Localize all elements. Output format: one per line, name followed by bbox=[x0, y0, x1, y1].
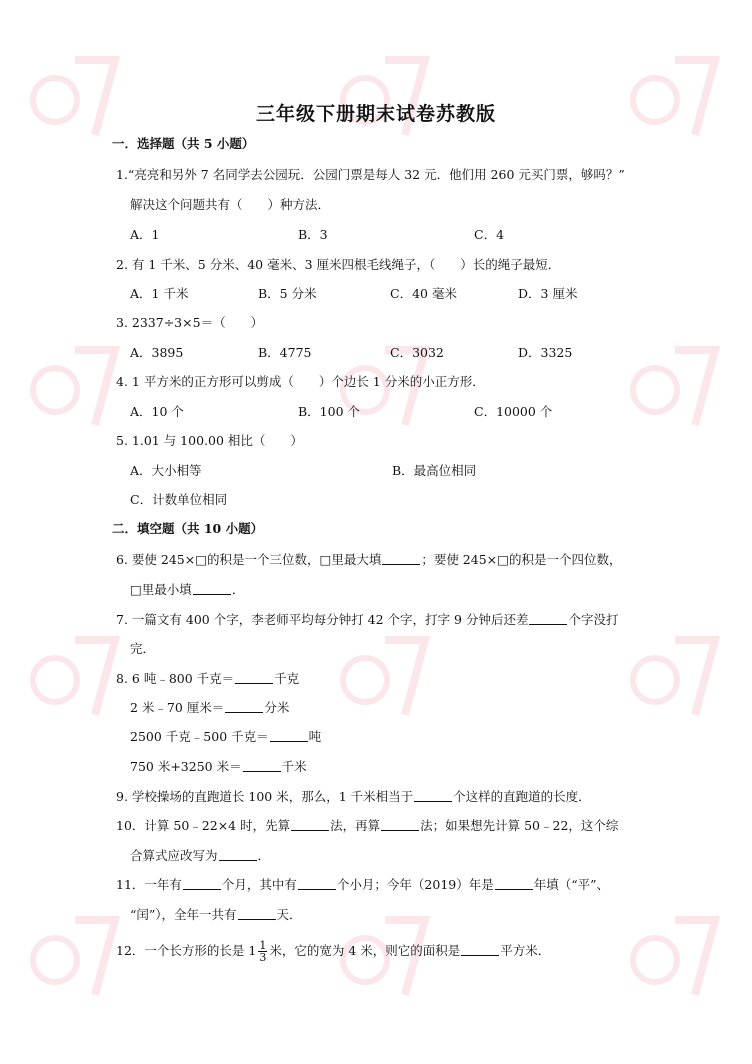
question-8-line-4 bbox=[130, 759, 307, 775]
question-11-part: 天． bbox=[276, 907, 302, 922]
question-2-option-a: A．1 千米 bbox=[130, 286, 189, 301]
question-3-option-d: D．3325 bbox=[518, 345, 573, 360]
question-9-part: 9. 学校操场的直跑道长 100 米，那么，1 千米相当于 bbox=[116, 789, 414, 804]
answer-blank[interactable] bbox=[270, 729, 308, 742]
question-9-text bbox=[116, 789, 591, 805]
question-8-part: 750 米+3250 米＝ bbox=[130, 759, 242, 774]
section-fill-heading: 二．填空题（共 10 小题） bbox=[112, 521, 264, 536]
question-11-part: 11．一年有 bbox=[116, 877, 182, 892]
question-5-option-c: C．计数单位相同 bbox=[130, 492, 228, 507]
answer-blank[interactable] bbox=[225, 700, 263, 713]
question-6-part: ． bbox=[231, 582, 245, 597]
question-7-text bbox=[116, 612, 618, 628]
question-10-text bbox=[116, 818, 618, 834]
question-4-option-a: A．10 个 bbox=[130, 404, 184, 419]
section-choice-heading: 一．选择题（共 5 小题） bbox=[112, 136, 255, 151]
answer-blank[interactable] bbox=[243, 759, 281, 772]
question-6-part: ；要使 245×□的积是一个四位数， bbox=[421, 552, 622, 567]
answer-blank[interactable] bbox=[529, 612, 567, 625]
question-1-option-a: A．1 bbox=[130, 227, 160, 242]
question-9-part: 个这样的直跑道的长度． bbox=[453, 789, 591, 804]
question-10-part: 法；如果想先计算 50﹣22，这个综 bbox=[420, 818, 619, 833]
question-12-part: 12．一个长方形的长是 1 bbox=[116, 943, 257, 958]
question-6-text bbox=[116, 552, 621, 568]
question-6-part: 6. 要使 245×□的积是一个三位数，□里最大填 bbox=[116, 552, 382, 567]
question-11-part: “闰”），全年一共有 bbox=[130, 907, 237, 922]
question-8-part: 8. 6 吨﹣800 千克＝ bbox=[116, 671, 235, 686]
question-2-text: 2. 有 1 千米、5 分米、40 毫米、3 厘米四根毛线绳子，（ ）长的绳子最短． bbox=[116, 257, 561, 272]
question-7-text-cont: 完． bbox=[130, 641, 156, 656]
question-8-part: 2 米﹣70 厘米＝ bbox=[130, 700, 225, 715]
question-6-text-cont bbox=[130, 582, 244, 598]
question-2-option-b: B．5 分米 bbox=[258, 286, 317, 301]
answer-blank[interactable] bbox=[291, 818, 329, 831]
question-11-part: 个月，其中有 bbox=[221, 877, 297, 892]
question-11-text bbox=[116, 877, 609, 893]
question-6-part: □里最小填 bbox=[130, 582, 192, 597]
mixed-fraction bbox=[258, 940, 267, 963]
question-4-text: 4. 1 平方米的正方形可以剪成（ ）个边长 1 分米的小正方形． bbox=[116, 374, 485, 389]
question-8-part: 2500 千克﹣500 千克＝ bbox=[130, 729, 269, 744]
answer-blank[interactable] bbox=[238, 907, 276, 920]
question-8-line-2 bbox=[130, 700, 289, 716]
answer-blank[interactable] bbox=[414, 789, 452, 802]
question-7-part: 个字没打 bbox=[568, 612, 619, 627]
question-10-text-cont bbox=[130, 848, 270, 864]
question-3-option-c: C．3032 bbox=[390, 345, 444, 360]
question-4-option-c: C．10000 个 bbox=[474, 404, 553, 419]
answer-blank[interactable] bbox=[381, 818, 419, 831]
question-3-option-a: A．3895 bbox=[130, 345, 184, 360]
question-3-option-b: B．4775 bbox=[258, 345, 312, 360]
answer-blank[interactable] bbox=[193, 582, 231, 595]
answer-blank[interactable] bbox=[183, 877, 221, 890]
question-1-option-b: B．3 bbox=[298, 227, 328, 242]
question-5-text: 5. 1.01 与 100.00 相比（ ） bbox=[116, 433, 303, 448]
question-10-part: 10．计算 50﹣22×4 时，先算 bbox=[116, 818, 291, 833]
question-2-option-c: C．40 毫米 bbox=[390, 286, 457, 301]
answer-blank[interactable] bbox=[219, 848, 257, 861]
question-8-part: 千米 bbox=[281, 759, 307, 774]
question-8-part: 分米 bbox=[264, 700, 290, 715]
answer-blank[interactable] bbox=[298, 877, 336, 890]
question-8-line-3 bbox=[130, 729, 321, 745]
question-5-option-a: A．大小相等 bbox=[130, 463, 202, 478]
question-12-part: 米，它的宽为 4 米，则它的面积是 bbox=[269, 943, 461, 958]
question-3-text: 3. 2337÷3×5＝（ ） bbox=[116, 315, 264, 330]
answer-blank[interactable] bbox=[235, 671, 273, 684]
question-10-part: ． bbox=[257, 848, 271, 863]
question-1-option-c: C．4 bbox=[474, 227, 505, 242]
question-1-text-cont: 解决这个问题共有（ ）种方法． bbox=[130, 197, 331, 212]
page-title: 三年级下册期末试卷苏教版 bbox=[255, 103, 496, 125]
question-11-text-cont bbox=[130, 907, 302, 923]
question-5-option-b: B．最高位相同 bbox=[392, 463, 477, 478]
question-11-part: 个小月；今年（2019）年是 bbox=[336, 877, 494, 892]
question-4-option-b: B．100 个 bbox=[298, 404, 361, 419]
answer-blank[interactable] bbox=[382, 552, 420, 565]
question-7-part: 7. 一篇文有 400 个字，李老师平均每分钟打 42 个字，打字 9 分钟后还差 bbox=[116, 612, 529, 627]
question-2-option-d: D．3 厘米 bbox=[518, 286, 578, 301]
question-8-line-1 bbox=[116, 671, 299, 687]
question-8-part: 千克 bbox=[274, 671, 300, 686]
question-11-part: 年填（“平”、 bbox=[533, 877, 610, 892]
question-12-part: 平方米． bbox=[500, 943, 551, 958]
question-1-text: 1.“亮亮和另外 7 名同学去公园玩．公园门票是每人 32 元．他们用 260 元买门票，够吗？” bbox=[116, 167, 625, 182]
fraction-numerator: 1 bbox=[259, 939, 267, 952]
answer-blank[interactable] bbox=[495, 877, 533, 890]
question-8-part: 吨 bbox=[308, 729, 322, 744]
answer-blank[interactable] bbox=[461, 943, 499, 956]
question-10-part: 法，再算 bbox=[330, 818, 381, 833]
question-12-text bbox=[116, 938, 550, 964]
fraction-denominator: 3 bbox=[259, 951, 267, 964]
question-10-part: 合算式应改写为 bbox=[130, 848, 218, 863]
